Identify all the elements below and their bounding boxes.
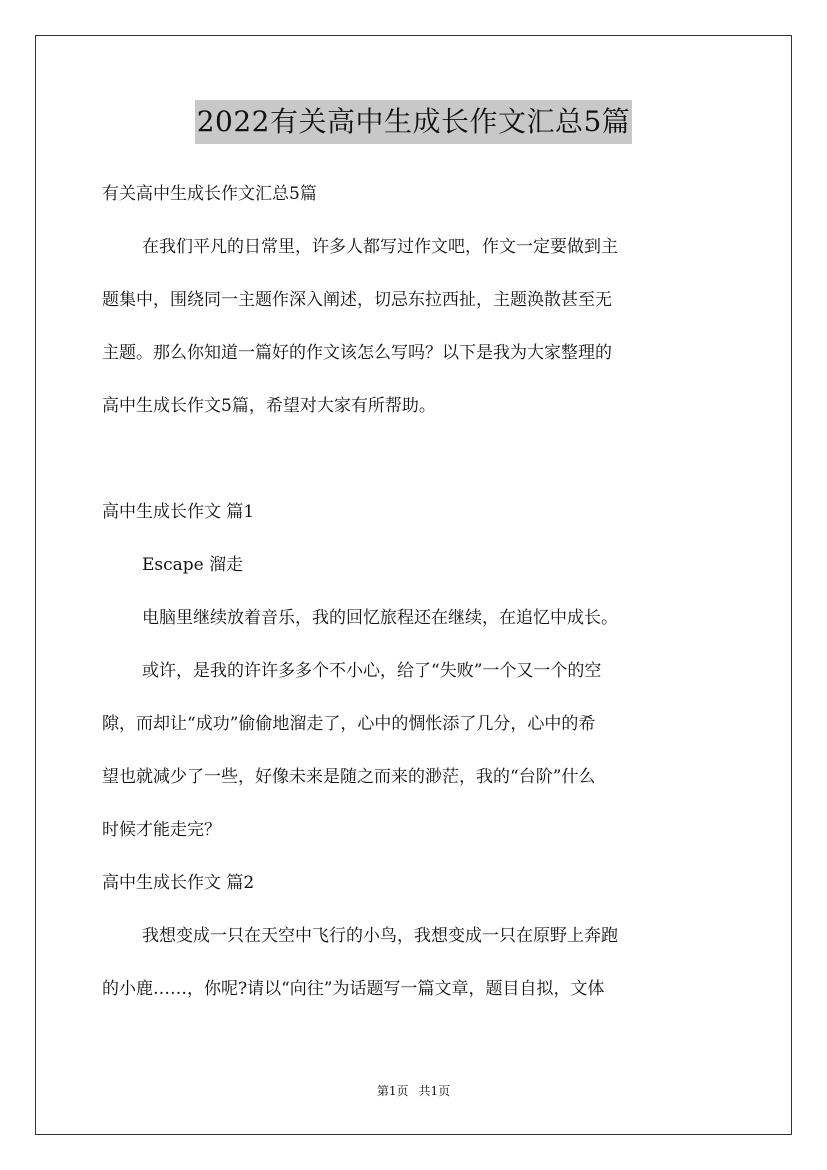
page-footer [0,1082,827,1100]
page-number: 第1页 [376,1084,409,1098]
intro-line: 题集中，围绕同一主题作深入阐述，切忌东拉西扯，主题涣散甚至无 [102,290,612,310]
paragraph-line: 我想变成一只在天空中飞行的小鸟，我想变成一只在原野上奔跑 [142,926,618,946]
paragraph-line: 望也就减少了一些，好像未来是随之而来的渺茫，我的“台阶”什么 [102,767,596,787]
paragraph-line: 隙，而却让“成功”偷偷地溜走了，心中的惆怅添了几分，心中的希 [102,714,596,734]
section-heading: 高中生成长作文 篇2 [102,873,255,893]
intro-line: 主题。那么你知道一篇好的作文该怎么写吗？以下是我为大家整理的 [102,343,612,363]
intro-line: 高中生成长作文5篇，希望对大家有所帮助。 [102,396,436,416]
blank-line [102,433,730,486]
paragraph-line: 时候才能走完？ [102,820,221,840]
section-heading: 高中生成长作文 篇1 [102,502,255,522]
document-title: 2022有关高中生成长作文汇总5篇 [195,100,633,144]
document-body [102,168,730,1016]
paragraph-line: 的小鹿……，你呢?请以“向往”为话题写一篇文章，题目自拟，文体 [102,979,605,999]
title-container [0,100,827,144]
intro-line: 在我们平凡的日常里，许多人都写过作文吧，作文一定要做到主 [142,237,618,257]
paragraph-line: 电脑里继续放着音乐，我的回忆旅程还在继续，在追忆中成长。 [142,608,618,628]
page-total: 共1页 [418,1084,451,1098]
essay-title: Escape 溜走 [142,555,244,575]
paragraph-line: 或许，是我的许许多多个不小心，给了“失败”一个又一个的空 [142,661,602,681]
document-subtitle: 有关高中生成长作文汇总5篇 [102,184,317,204]
